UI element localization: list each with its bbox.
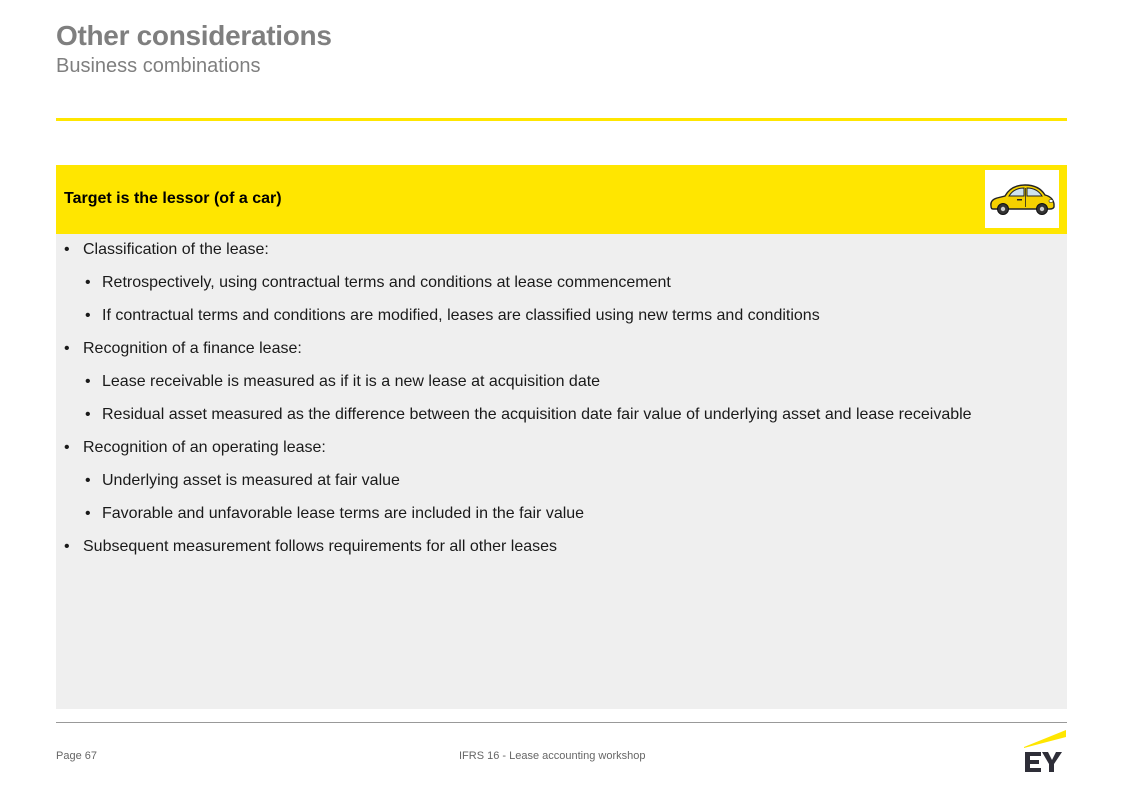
bullet-marker: •: [64, 538, 70, 555]
sub-bullet-item: [56, 504, 1067, 537]
sub-bullet-item: [56, 306, 1067, 339]
title-divider: [56, 118, 1067, 121]
bullet-text: Residual asset measured as the difference between the acquisition date fair value of underlying asset and lease receivable: [102, 406, 972, 423]
bullet-marker: •: [85, 307, 91, 324]
car-icon: [987, 182, 1057, 216]
bullet-text: Recognition of a finance lease:: [83, 340, 302, 357]
car-image-box: [985, 170, 1059, 228]
bullet-marker: •: [85, 505, 91, 522]
bullet-item: [56, 240, 1067, 273]
bullet-list: [56, 234, 1067, 570]
footer-title: IFRS 16 - Lease accounting workshop: [459, 750, 646, 762]
bullet-marker: •: [64, 439, 70, 456]
page-number: Page 67: [56, 750, 97, 762]
panel-header: [56, 165, 1067, 234]
bullet-marker: •: [85, 472, 91, 489]
bullet-text: Subsequent measurement follows requirements for all other leases: [83, 538, 558, 555]
sub-bullet-item: [56, 405, 1067, 438]
bullet-marker: •: [64, 241, 70, 258]
bullet-item: [56, 537, 1067, 570]
bullet-marker: •: [85, 274, 91, 291]
bullet-item: [56, 438, 1067, 471]
sub-bullet-item: [56, 273, 1067, 306]
bullet-marker: •: [85, 373, 91, 390]
bullet-text: Underlying asset is measured at fair value: [102, 472, 400, 489]
slide-subtitle: Business combinations: [56, 55, 261, 77]
sub-bullet-item: [56, 471, 1067, 504]
slide-title: Other considerations: [56, 20, 332, 51]
bullet-marker: •: [64, 340, 70, 357]
bullet-text: Retrospectively, using contractual terms and conditions at lease commencement: [102, 274, 671, 291]
bullet-text: Classification of the lease:: [83, 241, 269, 258]
ey-logo: [1022, 728, 1068, 776]
sub-bullet-item: [56, 372, 1067, 405]
bullet-text: Recognition of an operating lease:: [83, 439, 326, 456]
footer-divider: [56, 722, 1067, 723]
panel-heading: Target is the lessor (of a car): [64, 190, 282, 207]
bullet-item: [56, 339, 1067, 372]
bullet-text: Lease receivable is measured as if it is a new lease at acquisition date: [102, 373, 601, 390]
bullet-text: If contractual terms and conditions are modified, leases are classified using new terms and conditions: [102, 307, 820, 324]
content-panel: [56, 165, 1067, 709]
bullet-text: Favorable and unfavorable lease terms are included in the fair value: [102, 505, 585, 522]
bullet-marker: •: [85, 406, 91, 423]
